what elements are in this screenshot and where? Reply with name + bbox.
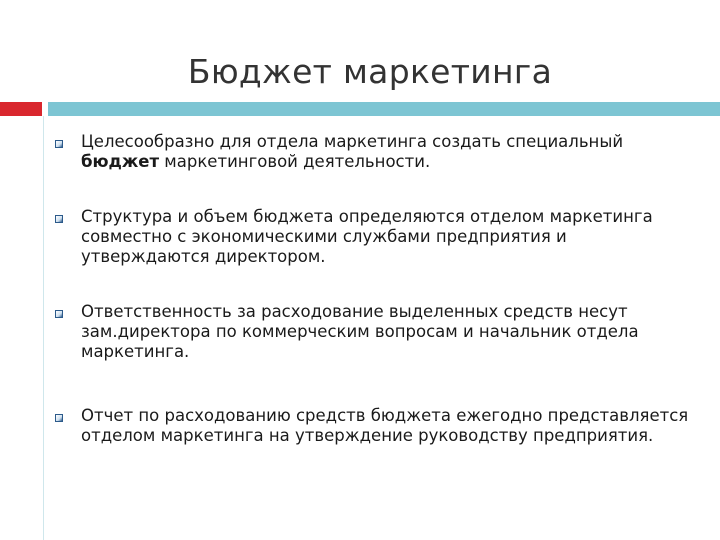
bullet-text-lead: Целесообразно для отдела маркетинга создать специальный (81, 132, 624, 151)
square-bullet-icon (55, 140, 63, 148)
bullet-text-lead: Структура и объем бюджета определяются отделом маркетинга совместно с экономическими службами предприятия и утверждаются директором. (81, 207, 653, 266)
square-bullet-icon (55, 414, 63, 422)
bullet-text-lead: Ответственность за расходование выделенных средств несут зам.директора по коммерческим вопросам и начальник отдела маркетинга. (81, 302, 639, 361)
bullet-text (81, 207, 691, 267)
bullet-text (81, 302, 691, 362)
slide-title: Бюджет маркетинга (187, 52, 553, 91)
square-bullet-icon (55, 310, 63, 318)
bullet-text-bold: бюджет (81, 152, 160, 171)
bullet-text (81, 132, 691, 172)
square-bullet-icon (55, 215, 63, 223)
bullet-text-lead: Отчет по расходованию средств бюджета ежегодно представляется отделом маркетинга на утверждение руководству предприятия. (81, 406, 689, 445)
bullet-text-rest: маркетинговой деятельности. (159, 152, 431, 171)
bullet-text (81, 406, 691, 446)
